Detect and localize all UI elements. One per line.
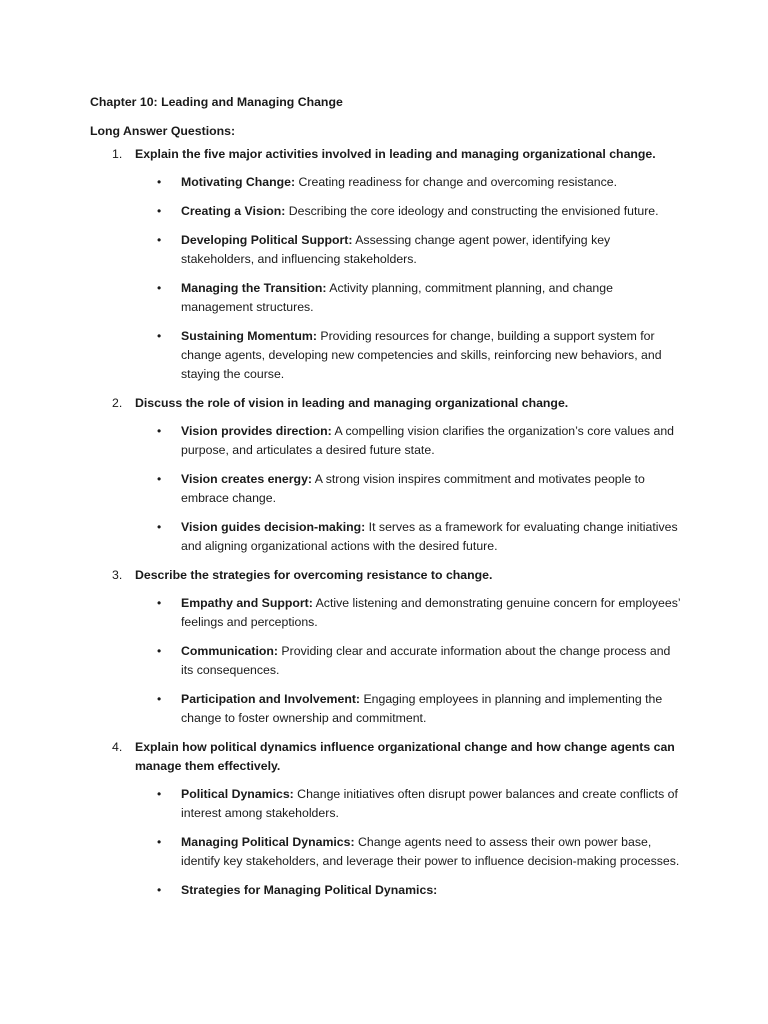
question-item	[0, 394, 768, 556]
bullet-term: Vision creates energy:	[181, 472, 313, 486]
bullet-description: Creating readiness for change and overcoming resistance.	[295, 175, 618, 189]
question-item	[0, 566, 768, 728]
questions-list	[0, 145, 768, 910]
bullet-description: Change agents need to assess their own power base, identify key stakeholders, and leverage their power to influence decision-making processes.	[181, 835, 680, 868]
bullet-list	[0, 785, 768, 900]
question-text: Describe the strategies for overcoming resistance to change.	[135, 568, 493, 582]
bullet-term: Strategies for Managing Political Dynamics:	[181, 883, 438, 897]
question-number: 3.	[112, 568, 123, 582]
bullet-item	[157, 279, 681, 317]
bullet-description: A compelling vision clarifies the organization’s core values and purpose, and articulates a desired future state.	[181, 424, 675, 457]
bullet-term: Sustaining Momentum:	[181, 329, 317, 343]
bullet-icon: •	[157, 233, 162, 247]
section-heading: Long Answer Questions:	[90, 124, 236, 138]
bullet-description: It serves as a framework for evaluating change initiatives and aligning organizational actions with the desired future.	[181, 520, 678, 553]
bullet-item	[157, 594, 681, 632]
bullet-icon: •	[157, 424, 162, 438]
bullet-term: Managing Political Dynamics:	[181, 835, 355, 849]
bullet-description: Change initiatives often disrupt power balances and create conflicts of interest among stakeholders.	[181, 787, 678, 820]
bullet-icon: •	[157, 644, 162, 658]
bullet-item	[157, 833, 681, 871]
bullet-item	[157, 202, 681, 221]
bullet-icon: •	[157, 596, 162, 610]
bullet-description: Engaging employees in planning and implementing the change to foster ownership and commitment.	[181, 692, 663, 725]
bullet-icon: •	[157, 835, 162, 849]
bullet-term: Vision guides decision-making:	[181, 520, 366, 534]
bullet-item	[157, 470, 681, 508]
question-number: 2.	[112, 396, 123, 410]
question-number: 1.	[112, 147, 123, 161]
bullet-term: Developing Political Support:	[181, 233, 353, 247]
bullet-description: Active listening and demonstrating genuine concern for employees’ feelings and perceptions.	[181, 596, 681, 629]
bullet-item	[157, 518, 681, 556]
bullet-icon: •	[157, 472, 162, 486]
chapter-title: Chapter 10: Leading and Managing Change	[90, 95, 343, 109]
bullet-description: Describing the core ideology and constructing the envisioned future.	[285, 204, 659, 218]
bullet-term: Participation and Involvement:	[181, 692, 361, 706]
bullet-term: Empathy and Support:	[181, 596, 313, 610]
bullet-icon: •	[157, 204, 162, 218]
bullet-description: Activity planning, commitment planning, and change management structures.	[181, 281, 613, 314]
bullet-term: Vision provides direction:	[181, 424, 332, 438]
question-text: Discuss the role of vision in leading and managing organizational change.	[135, 396, 569, 410]
question-item	[0, 738, 768, 900]
question-text: Explain the five major activities involved in leading and managing organizational change.	[135, 147, 656, 161]
bullet-icon: •	[157, 520, 162, 534]
bullet-description: Providing clear and accurate information about the change process and its consequences.	[181, 644, 671, 677]
bullet-term: Motivating Change:	[181, 175, 296, 189]
bullet-item	[157, 422, 681, 460]
bullet-description: Assessing change agent power, identifying key stakeholders, and influencing stakeholders.	[181, 233, 611, 266]
bullet-item	[157, 690, 681, 728]
bullet-icon: •	[157, 692, 162, 706]
bullet-item	[157, 327, 681, 384]
bullet-icon: •	[157, 329, 162, 343]
bullet-icon: •	[157, 883, 162, 897]
bullet-list	[0, 173, 768, 384]
bullet-item	[157, 173, 681, 192]
bullet-list	[0, 594, 768, 728]
bullet-item	[157, 231, 681, 269]
question-text: Explain how political dynamics influence organizational change and how change agents can manage them effectively.	[135, 740, 675, 773]
question-number: 4.	[112, 740, 123, 754]
question-item	[0, 145, 768, 384]
bullet-icon: •	[157, 787, 162, 801]
bullet-description: Providing resources for change, building a support system for change agents, developing new competencies and skills, reinforcing new behaviors, and staying the course.	[181, 329, 662, 381]
bullet-term: Managing the Transition:	[181, 281, 327, 295]
bullet-item	[157, 881, 681, 900]
bullet-term: Communication:	[181, 644, 279, 658]
bullet-list	[0, 422, 768, 556]
bullet-item	[157, 785, 681, 823]
bullet-icon: •	[157, 281, 162, 295]
bullet-description: A strong vision inspires commitment and motivates people to embrace change.	[181, 472, 645, 505]
bullet-term: Political Dynamics:	[181, 787, 294, 801]
bullet-icon: •	[157, 175, 162, 189]
bullet-term: Creating a Vision:	[181, 204, 286, 218]
bullet-item	[157, 642, 681, 680]
